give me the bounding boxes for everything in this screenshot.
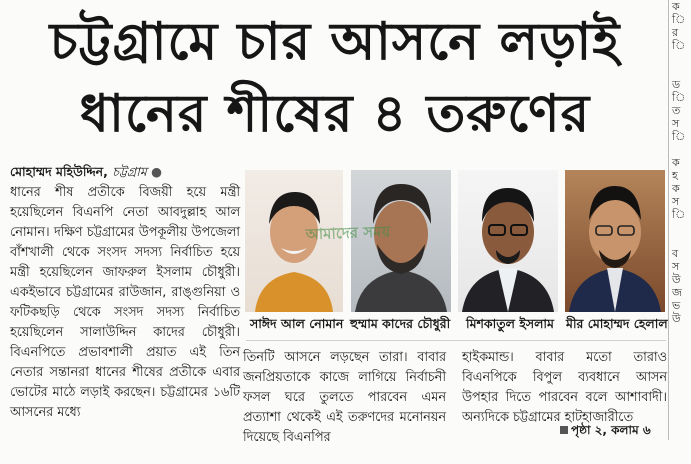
edge-glyph — [672, 234, 691, 247]
edge-glyph: র — [672, 26, 679, 39]
edge-glyph: উ — [672, 273, 681, 286]
edge-glyph: ি — [672, 13, 686, 26]
edge-glyph: হ — [672, 169, 678, 182]
edge-glyph: ত — [672, 104, 681, 117]
edge-glyph: ি — [672, 39, 686, 52]
headline-line-1: চট্টগ্রামে চার আসনে লড়াই — [49, 12, 621, 72]
edge-glyph: ক — [672, 0, 680, 13]
edge-glyph: ি — [672, 91, 686, 104]
article-text-3: হাইকমান্ড। বাবার মতো তারাও বিএনপিকে বিপুল ব্যবধানে আসন উপহার দিতে পারবেন বলে আশাবাদী। অন্যদিকে চট্টগ্রামের হাটহাজারীতে — [462, 350, 667, 425]
edge-glyph: স — [672, 195, 680, 208]
edge-glyph — [672, 52, 691, 65]
article-column-3 — [462, 348, 667, 428]
edge-glyph: ক — [672, 156, 680, 169]
continued-on-label: পৃষ্ঠা ২, কলাম ৬ — [571, 423, 651, 437]
column-divider — [246, 340, 666, 341]
edge-glyph — [672, 221, 691, 234]
article-column-2 — [243, 348, 446, 448]
continued-on — [560, 422, 651, 442]
byline — [10, 164, 240, 184]
headline-line-2: ধানের শীষের ৪ তরুণের — [79, 84, 591, 144]
photo-caption-3: মিশকাতুল ইসলাম — [466, 316, 554, 331]
photo-caption-1: সাঈদ আল নোমান — [250, 316, 344, 331]
edge-glyph — [672, 143, 691, 156]
edge-glyph: ড — [672, 78, 681, 91]
edge-glyph: ব — [672, 247, 679, 260]
edge-glyph: উ — [672, 312, 681, 325]
photo-caption-2: হুম্মাম কাদের চৌধুরী — [350, 316, 451, 331]
byline-place: চট্টগ্রাম — [112, 164, 147, 179]
edge-glyph: জ — [672, 286, 682, 299]
article-column-1 — [10, 183, 240, 423]
portrait-photo-4 — [565, 170, 665, 312]
photo-caption-4: মীর মোহাম্মদ হেলাল — [566, 316, 668, 331]
edge-glyph: ি — [672, 130, 686, 143]
bullet-icon: ● — [151, 164, 163, 179]
edge-glyph: ি — [672, 208, 686, 221]
article-text-2: তিনটি আসনে লড়ছেন তারা। বাবার জনপ্রিয়তাকে কাজে লাগিয়ে নির্বাচনী ফসল ঘরে তুলতে পারবেন এমন প্রত্যাশা থেকেই এই তরুণদের মনোনয়ন দিয়েছে বিএনপির — [243, 350, 446, 445]
page-column-rule — [668, 0, 669, 440]
edge-glyph: ক — [672, 182, 680, 195]
byline-author: মোহাম্মদ মহিউদ্দিন, — [10, 164, 108, 179]
edge-glyph: ভ — [672, 299, 681, 312]
edge-glyph — [672, 65, 691, 78]
portrait-photo-3 — [458, 170, 558, 312]
square-bullet-icon — [560, 426, 568, 434]
adjacent-column-edge — [672, 0, 691, 325]
edge-glyph: স — [672, 260, 680, 273]
edge-glyph: স — [672, 117, 680, 130]
watermark: আমাদের সময় — [305, 222, 391, 244]
article-text-1: ধানের শীষ প্রতীকে বিজয়ী হয়ে মন্ত্রী হয়েছিলেন বিএনপি নেতা আবদুল্লাহ আল নোমান। দক্ষিণ চট্টগ্রামের উপকূলীয় উপজেলা বাঁশখালী থেকে সংসদ সদস্য নির্বাচিত হয়ে মন্ত্রী হয়েছিলেন জাফরুল ইসলাম চৌধুরী। একইভাবে চট্টগ্রামের রাউজান, রাঙ্গুনিয়া ও ফটিকছড়ি থেকে সংসদ সদস্য নির্বাচিত হয়েছিলেন সালাউদ্দিন কাদের চৌধুরী। বিএনপিতে প্রভাবশালী প্রয়াত এই তিন নেতার সন্তানরা ধানের শীষের প্রতীকে এবার ভোটের মাঠে লড়াই করছেন। চট্টগ্রামের ১৬টি আসনের মধ্যে — [10, 185, 240, 420]
